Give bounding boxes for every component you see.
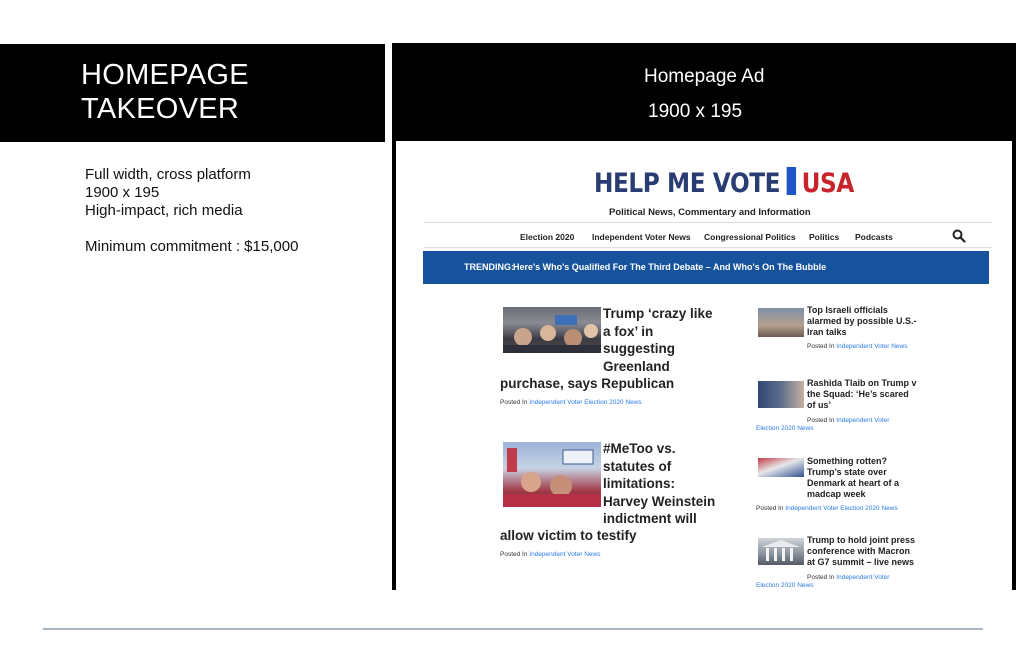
category-link[interactable]: Independent Voter [836, 417, 890, 424]
sidebar-posted-in-cont [756, 425, 813, 432]
trending-headline[interactable]: Here's Who's Qualified For The Third Debate – And Who's On The Bubble [513, 262, 827, 272]
sidebar-thumbnail[interactable] [758, 308, 804, 337]
slide-title-line-2: TAKEOVER [81, 93, 240, 125]
nav-item-congressional-politics[interactable]: Congressional Politics [704, 232, 796, 242]
category-link[interactable]: Independent Voter News [836, 343, 908, 350]
search-icon[interactable] [952, 229, 966, 243]
sidebar-thumbnail[interactable] [758, 538, 804, 565]
story-headline-top[interactable]: #MeToo vs. statutes of limitations: Harvey Weinstein indictment will [603, 441, 716, 526]
sidebar-posted-in: Posted In Independent Voter [807, 417, 890, 424]
site-logo[interactable] [594, 167, 854, 199]
ad-size: 1900 x 195 [648, 101, 743, 122]
slide-title-box [0, 44, 385, 142]
category-link[interactable]: Independent Voter Election 2020 News [529, 399, 642, 406]
sidebar-posted-in-cont [756, 582, 813, 589]
nav-item-politics[interactable]: Politics [809, 232, 840, 242]
trending-bar[interactable] [423, 251, 989, 284]
sidebar-posted-in: Posted In Independent Voter [807, 574, 890, 581]
sidebar-thumbnail[interactable] [758, 381, 804, 408]
sidebar-headline[interactable]: Top Israeli officials alarmed by possible U.S.- Iran talks [807, 305, 917, 337]
nav-item-independent-voter-news[interactable]: Independent Voter News [592, 232, 691, 242]
website-preview [396, 141, 1012, 590]
nav-item-election-2020[interactable]: Election 2020 [520, 232, 575, 242]
story-headline-tail[interactable]: purchase, says Republican [500, 376, 675, 391]
story-thumbnail[interactable] [503, 442, 601, 507]
sidebar-thumbnail[interactable] [758, 458, 804, 477]
site-tagline: Political News, Commentary and Information [609, 207, 811, 218]
ad-specs [85, 166, 298, 256]
sidebar-headline[interactable]: Something rotten? Trump’s state over Denmark at heart of a madcap week [807, 456, 900, 499]
category-link[interactable]: Independent Voter [836, 574, 890, 581]
spec-line: 1900 x 195 [85, 184, 160, 201]
category-link[interactable]: Election 2020 News [756, 425, 814, 432]
ad-label-box [392, 43, 1016, 141]
nav-item-podcasts[interactable]: Podcasts [855, 232, 893, 242]
divider [424, 222, 992, 223]
sidebar-headline[interactable]: Trump to hold joint press conference with Macron at G7 summit – live news [807, 535, 915, 567]
story-headline-tail[interactable]: allow victim to testify [500, 528, 637, 543]
logo-text: HELP ME VOTE [594, 168, 781, 199]
logo-flag-bar-icon [787, 167, 796, 195]
divider [424, 247, 992, 248]
site-nav [396, 232, 1012, 244]
sidebar-headline[interactable]: Rashida Tlaib on Trump v the Squad: ‘He’s scared of us’ [807, 378, 917, 410]
website-preview-frame [392, 141, 1016, 590]
spec-line: Full width, cross platform [85, 166, 251, 183]
ad-label: Homepage Ad [644, 66, 765, 87]
category-link[interactable]: Independent Voter Election 2020 News [785, 505, 898, 512]
trending-label: TRENDING: [464, 262, 514, 272]
slide-title-line-1: HOMEPAGE [81, 59, 249, 91]
story-thumbnail[interactable] [503, 307, 601, 353]
footer-divider [43, 628, 983, 630]
story-posted-in: Posted In Independent Voter Election 2020 News [500, 399, 642, 406]
sidebar-posted-in: Posted In Independent Voter News [807, 343, 908, 350]
sidebar-posted-in: Posted In Independent Voter Election 2020 News [756, 505, 898, 512]
story-headline-top[interactable]: Trump ‘crazy like a fox’ in suggesting Greenland [603, 306, 713, 374]
logo-usa: USA [801, 168, 854, 199]
spec-line: High-impact, rich media [85, 202, 243, 219]
category-link[interactable]: Independent Voter News [529, 551, 601, 558]
category-link[interactable]: Election 2020 News [756, 582, 814, 589]
spec-line-commitment: Minimum commitment : $15,000 [85, 238, 299, 255]
story-posted-in: Posted In Independent Voter News [500, 551, 601, 558]
